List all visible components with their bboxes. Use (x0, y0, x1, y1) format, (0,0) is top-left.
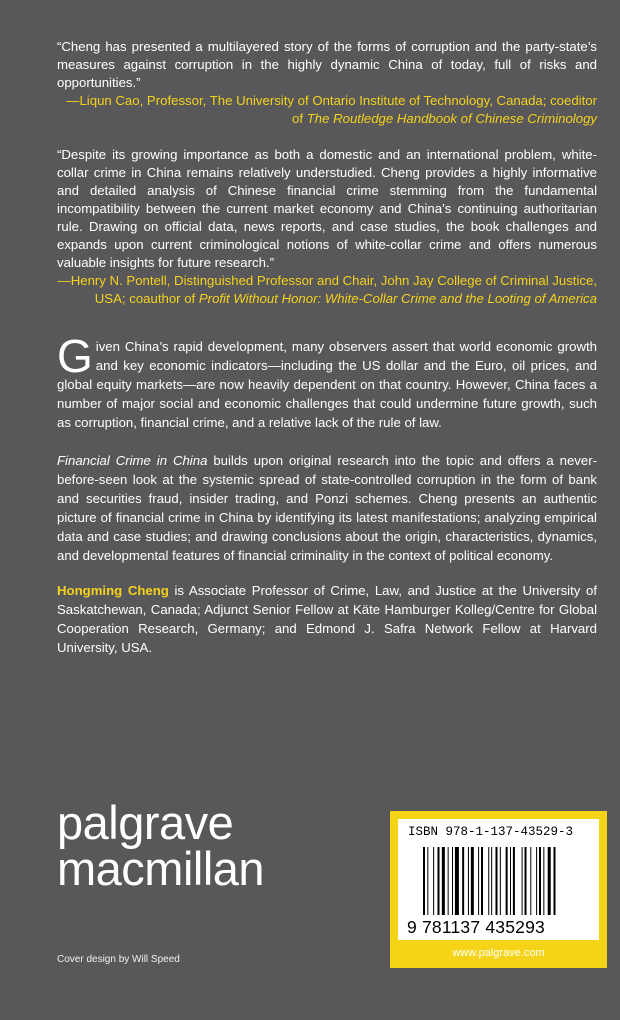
attribution-text: —Henry N. Pontell, Distinguished Professor and Chair, John Jay College of Criminal Justice, USA; coauthor of (57, 273, 597, 306)
book-description (57, 330, 597, 565)
paragraph-text: builds upon original research into the topic and offers a never-before-seen look at the systemic spread of state-controlled corruption in the form of bank and securities fraud, insider trading, and Ponzi schemes. Cheng presents an authentic picture of financial crime in China by identifying its latest manifestations; analyzing empirical data and case studies; and drawing conclusions about the origin, characteristics, dynamics, and developmental features of financial criminality in the context of political economy. (57, 453, 597, 563)
attribution-text: —Liqun Cao, Professor, The University of Ontario Institute of Technology, Canada; coeditor of (66, 93, 597, 126)
author-bio (57, 581, 597, 657)
author-name: Hongming Cheng (57, 583, 169, 598)
attribution-book-title: Profit Without Honor: White-Collar Crime and the Looting of America (198, 291, 597, 306)
barcode-panel (398, 819, 599, 940)
barcode-icon (423, 847, 583, 919)
attribution-book-title: The Routledge Handbook of Chinese Criminology (306, 111, 597, 126)
review-quote-1 (57, 38, 597, 128)
review-quote-2 (57, 146, 597, 308)
description-paragraph-1 (57, 330, 597, 432)
publisher-logo (57, 796, 265, 895)
isbn-digits: 9 781137 435293 (407, 917, 545, 937)
cover-design-credit: Cover design by Will Speed (57, 954, 180, 965)
quote-text: “Cheng has presented a multilayered story of the forms of corruption and the party-state’s measures against corruption in the highly dynamic China of today, full of risks and opportunities.” (57, 39, 597, 90)
book-title: Financial Crime in China (57, 453, 208, 468)
logo-line-2: macmillan (57, 842, 265, 895)
author-bio-text (57, 581, 597, 657)
quote-attribution (57, 92, 597, 128)
publisher-website-link[interactable]: www.palgrave.com (452, 947, 545, 959)
isbn-label: ISBN 978-1-137-43529-3 (408, 825, 574, 839)
drop-cap: G (57, 330, 93, 382)
quote-attribution (57, 272, 597, 308)
quote-text: “Despite its growing importance as both a domestic and an international problem, white-collar crime in China remains relatively understudied. Cheng provides a highly informative and detailed analysis of Chinese financial crime stemming from the fundamental incompatibility between the current market economy and China’s continuing authoritarian rule. Drawing on official data, news reports, and case studies, the book challenges and expands upon current criminological notions of white-collar crime and offers numerous valuable insights for future research.” (57, 147, 597, 270)
isbn-barcode-box (390, 811, 607, 968)
paragraph-text: iven China’s rapid development, many observers assert that world economic growth and key economic indicators—including the US dollar and the Euro, oil prices, and global equity markets—are now heavily dependent on that country. However, China faces a number of major social and economic challenges that could undermine future growth, such as corruption, financial crime, and a relative lack of the rule of law. (57, 339, 597, 430)
logo-line-1: palgrave (57, 796, 234, 849)
bio-text: is Associate Professor of Crime, Law, and Justice at the University of Saskatchewan, Canada; Adjunct Senior Fellow at Käte Hamburger Kolleg/Centre for Global Cooperation Research, Germany; and Edmond J. Safra Network Fellow at Harvard University, USA. (57, 583, 597, 655)
description-paragraph-2 (57, 451, 597, 565)
